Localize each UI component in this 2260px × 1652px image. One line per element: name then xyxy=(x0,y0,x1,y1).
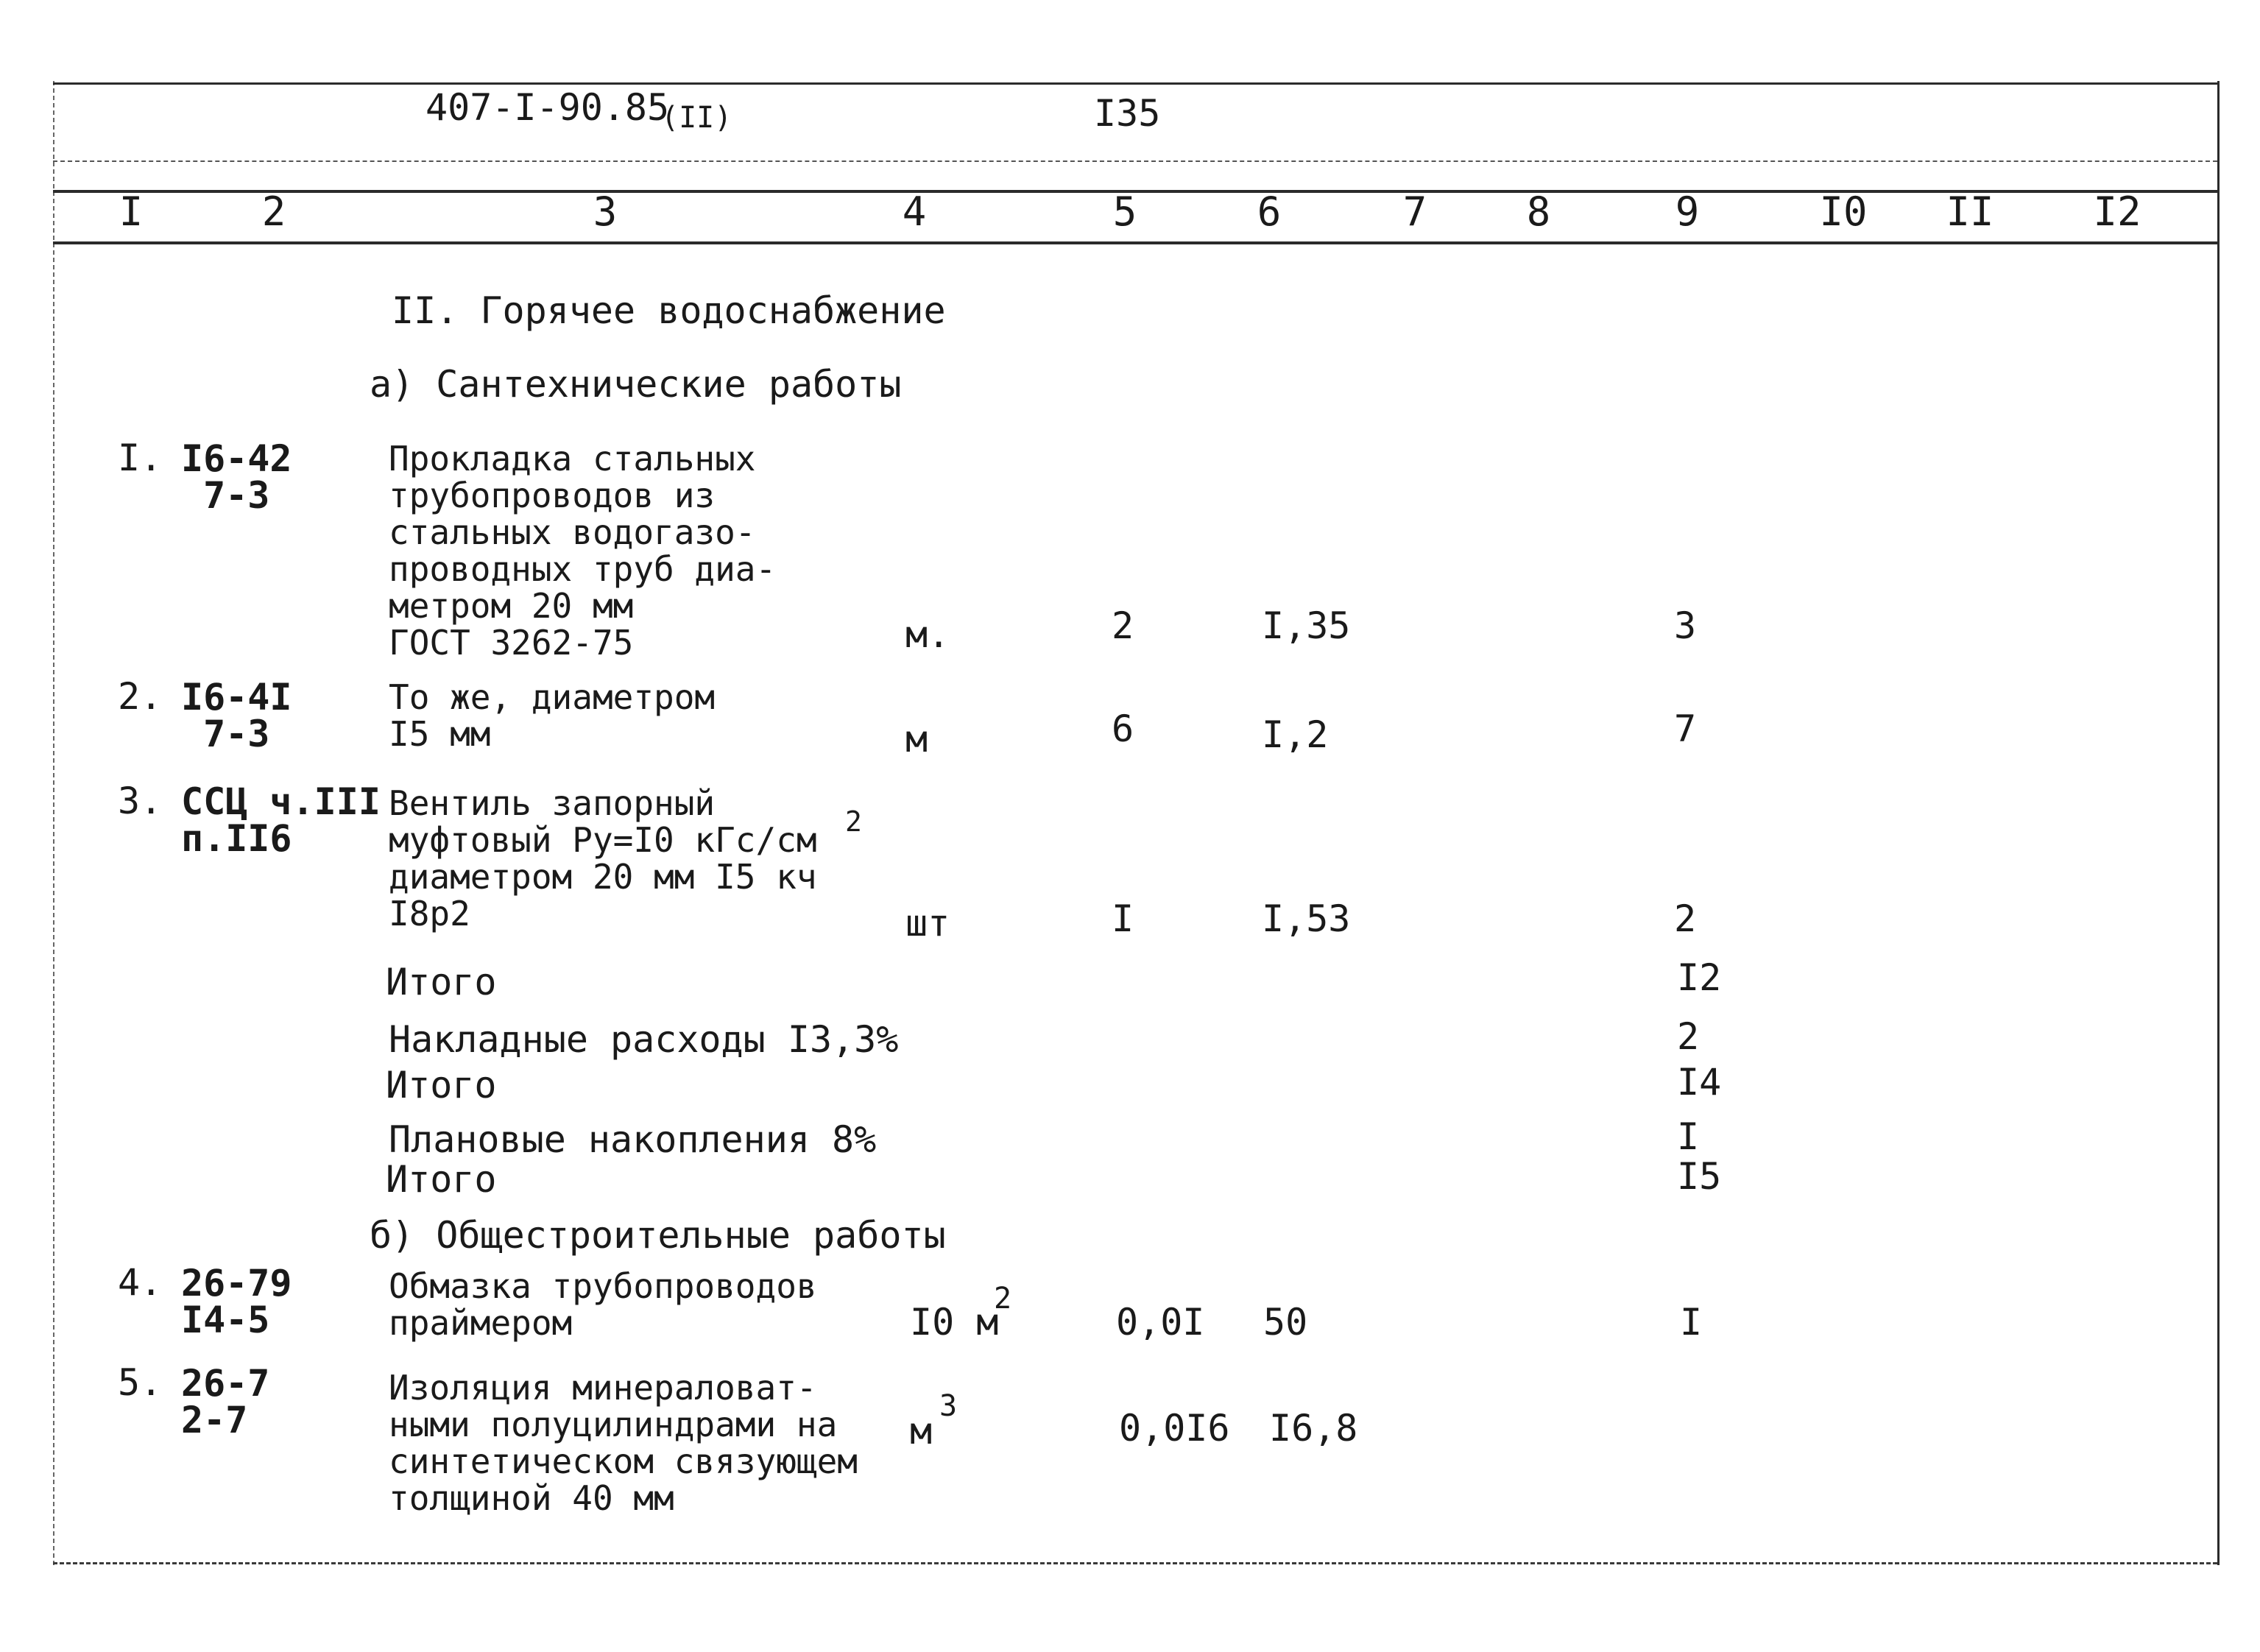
unit-cell: I0 м xyxy=(910,1301,999,1344)
row-number: 4. xyxy=(118,1261,163,1304)
unit-cell: шт xyxy=(905,902,950,945)
summary-value: I2 xyxy=(1677,956,1722,999)
summary-label: Накладные расходы I3,3% xyxy=(389,1018,899,1061)
unit-price-cell: I6,8 xyxy=(1269,1407,1358,1450)
summary-label: Итого xyxy=(386,1158,497,1201)
summary-value: I4 xyxy=(1677,1061,1722,1104)
summary-label: Плановые накопления 8% xyxy=(389,1118,877,1161)
unit-price-cell: I,53 xyxy=(1262,897,1351,940)
unit-superscript: 3 xyxy=(939,1389,958,1423)
row-number: 5. xyxy=(118,1361,163,1404)
norm-reference: 26-7 2-7 xyxy=(181,1362,270,1441)
cost-cell: I xyxy=(1680,1301,1703,1344)
summary-value: 2 xyxy=(1677,1015,1700,1058)
norm-reference: I6-4I 7-3 xyxy=(181,676,292,755)
work-description: Прокладка стальных трубопроводов из стальных водогазо- проводных труб диа- метром 20 мм ГОСТ 3262-75 xyxy=(389,439,777,663)
unit-price-cell: 50 xyxy=(1263,1301,1308,1344)
work-description: То же, диаметром I5 мм xyxy=(389,677,716,754)
section-title: II. Горячее водоснабжение xyxy=(392,289,946,332)
summary-label: Итого xyxy=(386,961,497,1003)
unit-superscript: 2 xyxy=(845,805,862,838)
row-number: 2. xyxy=(118,675,163,718)
document-code: 407-I-90.85 xyxy=(425,86,670,129)
work-description: Обмазка трубопроводов праймером xyxy=(389,1266,817,1343)
column-number: 8 xyxy=(1526,188,1551,235)
column-number: 2 xyxy=(261,188,286,235)
quantity-cell: 0,0I6 xyxy=(1119,1407,1230,1450)
unit-price-cell: I,2 xyxy=(1262,713,1329,756)
norm-reference: ССЦ ч.III п.II6 xyxy=(181,780,381,860)
cost-cell: 3 xyxy=(1674,604,1697,647)
row-number: I. xyxy=(118,437,163,479)
quantity-cell: 0,0I xyxy=(1116,1301,1205,1344)
page-number: I35 xyxy=(1094,92,1161,135)
quantity-cell: 6 xyxy=(1112,707,1134,750)
unit-cell: м xyxy=(905,718,928,760)
quantity-cell: 2 xyxy=(1112,604,1134,647)
subsection-title: б) Общестроительные работы xyxy=(370,1214,946,1257)
column-number: 6 xyxy=(1257,188,1282,235)
bottom-rule xyxy=(53,1562,2217,1564)
header-divider xyxy=(53,160,2217,162)
subsection-title: а) Сантехнические работы xyxy=(370,363,902,406)
work-description: Вентиль запорный муфтовый Ру=I0 кГс/см диаметром 20 мм I5 кч I8р2 xyxy=(389,783,817,933)
column-number: 7 xyxy=(1402,188,1427,235)
column-number: 3 xyxy=(593,188,618,235)
unit-superscript: 2 xyxy=(994,1282,1012,1316)
column-number: 9 xyxy=(1675,188,1700,235)
summary-label: Итого xyxy=(386,1064,497,1106)
column-header-bottom-rule xyxy=(53,241,2217,244)
summary-value: I5 xyxy=(1677,1155,1722,1198)
unit-cell: м. xyxy=(905,613,950,656)
unit-price-cell: I,35 xyxy=(1262,604,1351,647)
column-number: I0 xyxy=(1819,188,1868,235)
document-code-suffix: (II) xyxy=(661,101,732,135)
quantity-cell: I xyxy=(1112,897,1134,940)
column-number: 4 xyxy=(902,188,927,235)
norm-reference: I6-42 7-3 xyxy=(181,437,292,517)
top-rule xyxy=(53,82,2217,85)
row-number: 3. xyxy=(118,780,163,822)
summary-value: I xyxy=(1677,1115,1700,1158)
norm-reference: 26-79 I4-5 xyxy=(181,1262,292,1341)
unit-cell: м xyxy=(910,1410,933,1452)
work-description: Изоляция минераловат- ными полуцилиндрами на синтетическом связующем толщиной 40 мм xyxy=(389,1368,858,1518)
column-number: I2 xyxy=(2093,188,2141,235)
column-number: I xyxy=(119,188,144,235)
column-number: II xyxy=(1946,188,1994,235)
cost-cell: 2 xyxy=(1674,897,1697,940)
column-number: 5 xyxy=(1112,188,1137,235)
cost-cell: 7 xyxy=(1674,707,1697,750)
